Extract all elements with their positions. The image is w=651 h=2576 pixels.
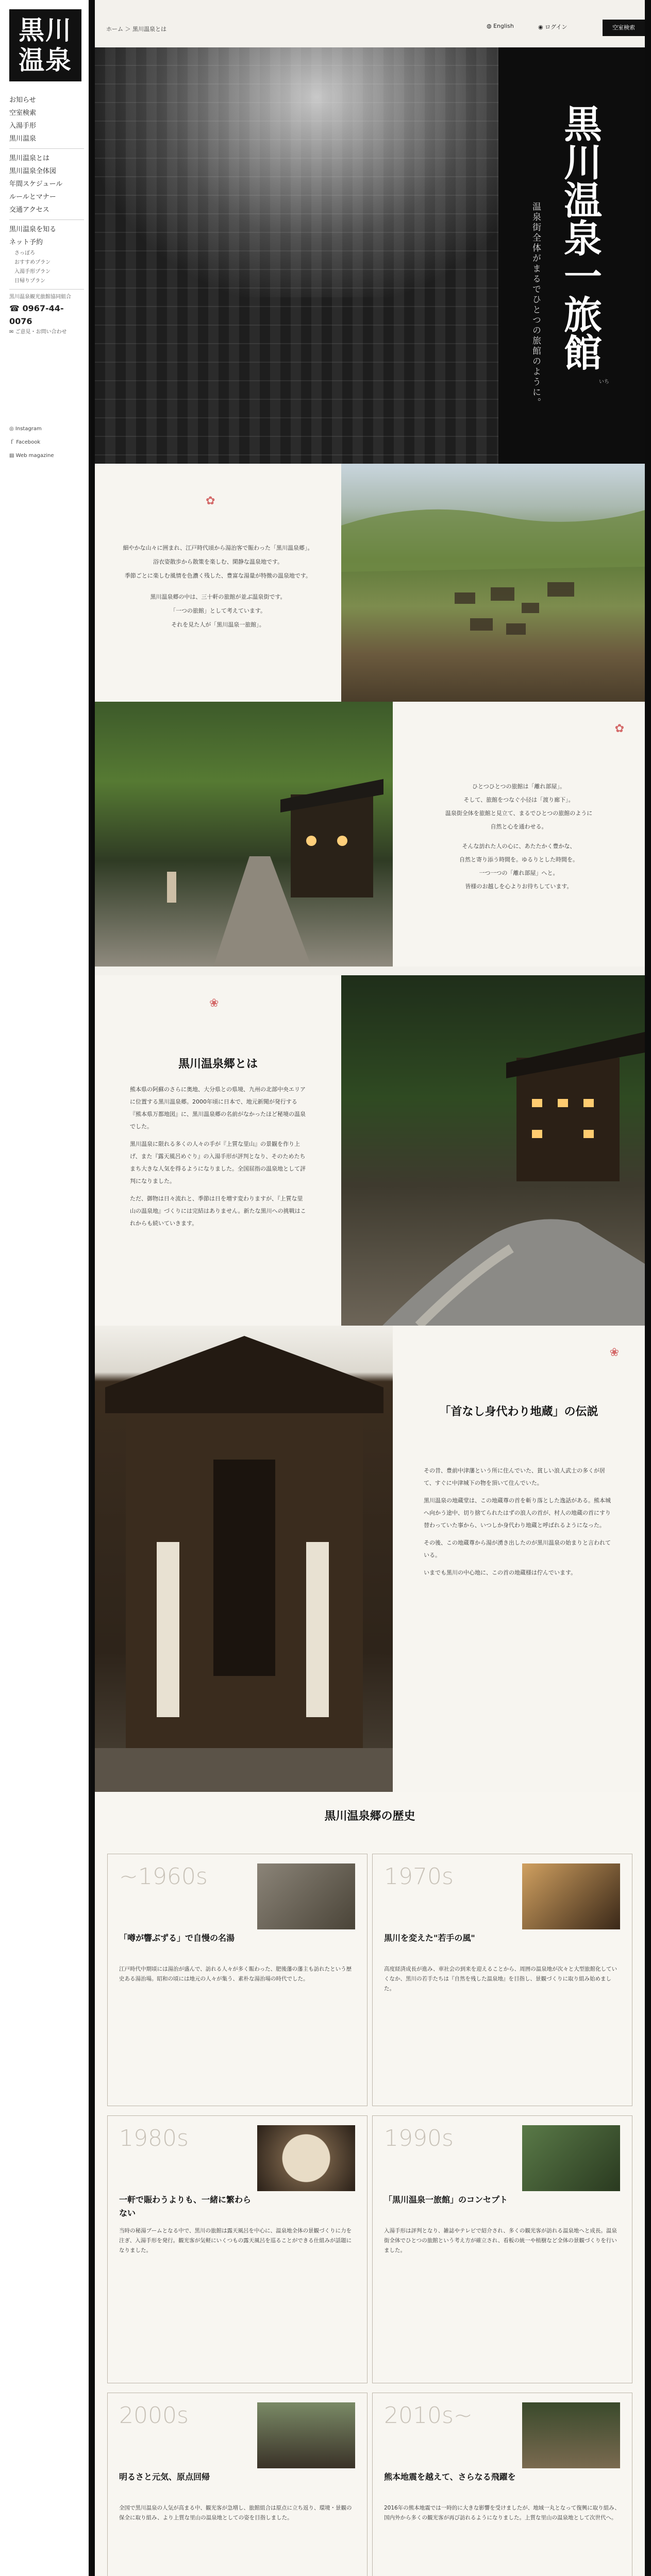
history-photo xyxy=(522,1863,620,1929)
card-body: 江戸時代中期頃には湯治が盛んで、訪れる人々が多く賑わった、肥後藩の藩主も訪れたという歴史ある湯治場。昭和の頃には地元の人々が集う、素朴な湯治場の時代でした。 xyxy=(119,1966,352,1982)
hero-subtitle: 温泉街全体がまるでひとつの旅館のように。 xyxy=(530,202,541,408)
concept-text-panel xyxy=(393,702,645,967)
river-night-photo xyxy=(341,975,645,1326)
social-links xyxy=(9,422,81,463)
hero-title: 黒川温泉一旅館 xyxy=(558,104,602,371)
intro-text: 細やかな山々に囲まれ、江戸時代頃から湯治客で賑わった「黒川温泉郷」。 浴衣姿散歩から散策を楽しむ、閑静な温泉地です。 季節ごとに楽しむ風情を色濃く残した、豊富な湯量が特徴の温泉地です。 黒川温泉郷の中は、三十軒の旅館が並ぶ温泉街です。 「一つの旅館」として考えています。 それを見た人が「黒川温泉一旅館」。 xyxy=(123,545,313,628)
street-illustration xyxy=(95,702,393,967)
nav-item-reserve[interactable]: ネット予約 xyxy=(9,239,43,246)
contact-link[interactable]: ✉ ご意見・お問い合わせ xyxy=(9,329,67,335)
hero-title-panel xyxy=(498,47,645,464)
flower-icon: ❀ xyxy=(609,1346,619,1359)
nav-sub-item[interactable]: 日帰りプラン xyxy=(14,278,45,284)
street-photo xyxy=(95,702,393,967)
instagram-link[interactable]: ◎ Instagram xyxy=(9,426,42,432)
flower-icon: ❀ xyxy=(209,997,219,1010)
hero-ruby: いち xyxy=(599,379,609,385)
card-body: 高度経済成長が進み、車社会の到来を迎えることから、周囲の温泉地が次々と大型旅館化していくなか、黒川の若手たちは『自然を残した温泉地』を目指し、景観づくりに取り組み始めました。 xyxy=(384,1966,617,1992)
concept-text: ひとつひとつの旅館は「離れ部屋」。 そして、旅館をつなぐ小径は「渡り廊下」。 温泉街全体を旅館と見立て、まるでひとつの旅館のように 自然と心を通わせる。 そんな訪れた人の心に、あたたかく豊かな、 自然と寄り添う時間を。ゆるりとした時間を。 一つ一つの「離れ部屋」へと。 皆様のお越しを心よりお待ちしています。 xyxy=(445,783,593,890)
era-label: 1990s xyxy=(384,2125,454,2151)
login-link[interactable]: ◉ ログイン xyxy=(538,24,567,30)
mail-icon: ✉ xyxy=(9,329,15,335)
magazine-icon: ▤ xyxy=(9,453,16,459)
card-body: 全国で黒川温泉の人気が高まる中、観光客が急増し、旅館組合は原点に立ち返り、環境・景観の保全に取り組み、より上質な里山の温泉地としての姿を目指しました。 xyxy=(119,2505,352,2521)
history-photo xyxy=(257,2125,355,2191)
nav-divider xyxy=(9,219,84,220)
nav-sub-item[interactable]: おすすめプラン xyxy=(14,260,51,265)
nav-item-schedule[interactable]: 年間スケジュール xyxy=(9,180,63,188)
globe-icon: ◍ xyxy=(487,23,494,29)
era-label: 2010s~ xyxy=(384,2402,473,2429)
card-body: 入湯手形は評判となり、雑誌やテレビで紹介され、多くの観光客が訪れる温泉地へと成長。温泉街全体でひとつの旅館という考え方が確立され、看板の統一や植樹など全体の景観づくりを行いました。 xyxy=(384,2228,617,2253)
nav-sub-item[interactable]: 入湯手形プラン xyxy=(14,269,51,275)
facebook-icon: ｆ xyxy=(9,439,16,445)
sidebar xyxy=(0,0,89,2576)
river-illustration xyxy=(341,975,645,1326)
shrine-illustration xyxy=(95,1326,393,1792)
site-logo[interactable]: 黒川温泉 xyxy=(9,9,81,81)
history-photo xyxy=(257,1863,355,1929)
nav-divider xyxy=(9,148,84,149)
phone-icon: ☎ xyxy=(9,303,23,313)
card-title: 黒川を変えた"若手の風" xyxy=(384,1933,475,1943)
nav-item-about[interactable]: 黒川温泉とは xyxy=(9,155,50,162)
card-title: 「黒川温泉一旅館」のコンセプト xyxy=(384,2195,508,2205)
language-switch[interactable]: ◍ English xyxy=(487,23,514,29)
history-card-2010s xyxy=(372,2393,632,2576)
card-title: 熊本地震を越えて、さらなる飛躍を xyxy=(384,2472,516,2482)
history-card-2000s xyxy=(107,2393,368,2576)
facebook-link[interactable]: ｆ Facebook xyxy=(9,439,41,445)
era-label: 2000s xyxy=(119,2402,189,2429)
history-photo xyxy=(522,2402,620,2468)
history-card-1990s xyxy=(372,2115,632,2383)
card-body: 2016年の熊本地震では一時的に大きな影響を受けましたが、地域一丸となって復興に取り組み、国内外から多くの観光客が再び訪れるようになりました。上質な里山の温泉地として次世代へ。 xyxy=(384,2505,620,2521)
hero-roof-photo xyxy=(95,47,498,464)
intro-text-panel xyxy=(95,464,341,702)
nav-sub-item[interactable]: さっぽろ xyxy=(14,250,35,256)
phone-number[interactable]: ☎ 0967-44-0076 xyxy=(9,303,64,326)
nav-item-pass[interactable]: 入湯手形 xyxy=(9,122,37,130)
about-text: 熊本県の阿蘇のさらに奥地、大分県との県境、九州の北部中央エリアに位置する黒川温泉郷。2000年頃に日本で、地元新聞が発行する『熊本県万都地図』に、黒川温泉郷の名前がなかったほど秘境の温泉でした。 黒川温泉に限れる多くの人々の手が『上質な里山』の景観を作り上げ、また『露天風呂めぐり』の入湯手形が評判となり、そのためたちまち大きな人気を得るようになりました。全国屈指の温泉地として評判になりました。 ただ、御物は日々流れと、季節は日を増す変わりますが、『上質な里山の温泉地』づくりには完結はありません。新たな黒川への挑戦はこれからも続いていきます。 xyxy=(130,1086,306,1227)
history-photo xyxy=(257,2402,355,2468)
legend-panel xyxy=(393,1326,645,1792)
card-title: 一軒で賑わうよりも、一緒に繁わらない xyxy=(119,2195,252,2218)
village-aerial-photo xyxy=(341,464,645,702)
history-header xyxy=(95,1792,645,1843)
about-heading: 黒川温泉郷とは xyxy=(178,1057,258,1071)
nav-item-access[interactable]: 交通アクセス xyxy=(9,206,49,214)
webmagazine-link[interactable]: ▤ Web magazine xyxy=(9,453,54,459)
about-panel xyxy=(95,975,341,1326)
top-bar xyxy=(95,20,645,43)
history-photo xyxy=(522,2125,620,2191)
user-icon: ◉ xyxy=(538,24,545,30)
flower-icon: ✿ xyxy=(206,495,215,507)
history-card-1960s xyxy=(107,1854,368,2106)
instagram-icon: ◎ xyxy=(9,426,15,432)
vacancy-search-button[interactable]: 空室検索 xyxy=(603,20,645,36)
legend-heading: 「首なし身代わり地蔵」の伝説 xyxy=(439,1405,598,1418)
nav-item-news[interactable]: お知らせ xyxy=(9,96,36,104)
nav-item-vacancy[interactable]: 空室検索 xyxy=(9,109,37,117)
era-label: 1970s xyxy=(384,1863,454,1890)
nav-item-learn[interactable]: 黒川温泉を知る xyxy=(9,226,57,233)
breadcrumb[interactable]: ホーム ＞ 黒川温泉とは xyxy=(106,26,166,32)
history-card-1970s xyxy=(372,1854,632,2106)
history-card-1980s xyxy=(107,2115,368,2383)
card-title: 「噂が響ぶずる」で自慢の名湯 xyxy=(119,1933,235,1943)
nav-item-rules[interactable]: ルールとマナー xyxy=(9,193,56,201)
card-title: 明るさと元気、原点回帰 xyxy=(119,2472,210,2482)
jizo-shrine-photo xyxy=(95,1326,393,1792)
era-label: ~1960s xyxy=(119,1863,208,1890)
association-name: 黒川温泉観光旅館協同組合 xyxy=(9,294,71,300)
flower-icon: ✿ xyxy=(614,722,624,735)
nav-divider xyxy=(9,289,84,290)
history-heading: 黒川温泉郷の歴史 xyxy=(324,1809,415,1823)
nav-item-kurokawa[interactable]: 黒川温泉 xyxy=(9,135,37,143)
primary-nav xyxy=(9,94,84,337)
nav-item-map[interactable]: 黒川温泉全体図 xyxy=(9,167,57,175)
village-illustration xyxy=(341,464,645,702)
card-body: 当時の秘湯ブームとなる中で、黒川の旅館は露天風呂を中心に、温泉地全体の景観づくりに力を注ぎ、入湯手形を発行。観光客が気軽にいくつもの露天風呂を巡ることができる仕組みが話題になりました。 xyxy=(119,2228,352,2253)
legend-text: その昔、豊前中津藩という所に住んでいた、貧しい浪人武士の多くが居て、すぐに中津城下の物を頂いて住んでいた。 黒川温泉の地蔵堂は、この地蔵尊の首を斬り落とした逸話がある。熊本城へ向かう途中、切り捨てられたはずの浪人の首が、村人の地蔵の首にすり替わっていた事から、いつしか身代わり地蔵と呼ばれるようになった。 その後、この地蔵尊から湯が湧き出したのが黒川温泉の始まりと言われている。 いまでも黒川の中心地に、この首の地蔵様は佇んでいます。 xyxy=(424,1467,611,1576)
era-label: 1980s xyxy=(119,2125,189,2151)
